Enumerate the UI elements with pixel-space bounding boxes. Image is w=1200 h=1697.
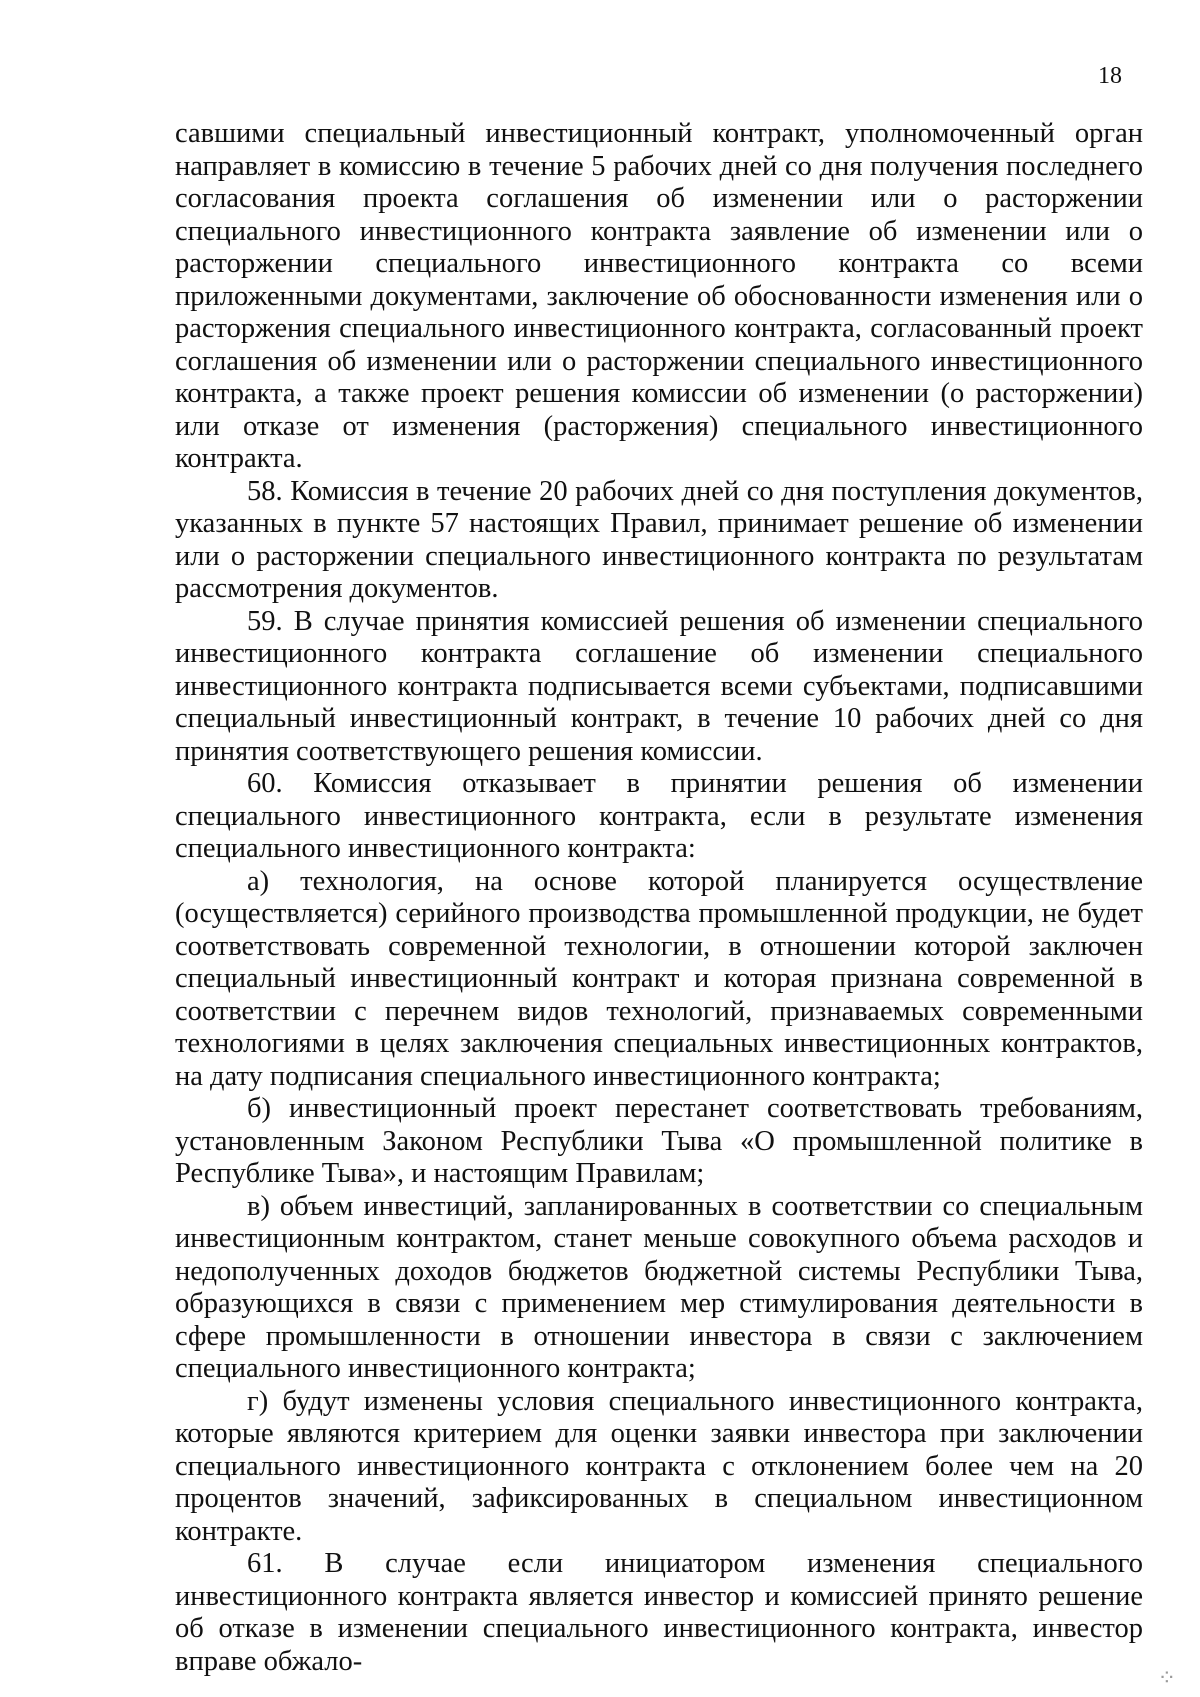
- paragraph-60-item-v: в) объем инвестиций, запланированных в соответствии со специальным инвестиционным контрактом, станет меньше совокупного объема расходов и недополученных доходов бюджетов бюджетной системы Республики Тыва, образующихся в связи с применением мер стимулирования деятельности в сфере промышленности в отношении инвестора в связи с заключением специального инвестиционного контракта;: [175, 1190, 1143, 1384]
- paragraph-59: 59. В случае принятия комиссией решения об изменении специального инвестиционного контракта соглашение об изменении специального инвестиционного контракта подписывается всеми субъектами, подписавшими специальный инвестиционный контракт, в течение 10 рабочих дней со дня принятия соответствующего решения комиссии.: [175, 605, 1143, 767]
- paragraph-60-item-b: б) инвестиционный проект перестанет соответствовать требованиям, установленным Законом Республики Тыва «О промышленной политике в Республике Тыва», и настоящим Правилам;: [175, 1093, 1143, 1189]
- paragraph-60-item-g: г) будут изменены условия специального инвестиционного контракта, которые являются критерием для оценки заявки инвестора при заключении специального инвестиционного контракта с отклонением более чем на 20 процентов значений, зафиксированных в специальном инвестиционном контракте.: [175, 1385, 1143, 1547]
- page-number: 18: [1098, 63, 1122, 89]
- document-body: [175, 118, 1143, 1678]
- paragraph-61: 61. В случае если инициатором изменения специального инвестиционного контракта является инвестор и комиссией принято решение об отказе в изменении специального инвестиционного контракта, инвестор вправе обжало-: [175, 1548, 1143, 1677]
- paragraph-60-item-a: а) технология, на основе которой планируется осуществление (осуществляется) серийного производства промышленной продукции, не будет соответствовать современной технологии, в отношении которой заключен специальный инвестиционный контракт и которая признана современной в соответствии с перечнем видов технологий, признаваемых современными технологиями в целях заключения специальных инвестиционных контрактов, на дату подписания специального инвестиционного контракта;: [175, 865, 1143, 1092]
- paragraph-58: 58. Комиссия в течение 20 рабочих дней со дня поступления документов, указанных в пункте 57 настоящих Правил, принимает решение об изменении или о расторжении специального инвестиционного контракта по результатам рассмотрения документов.: [175, 475, 1143, 604]
- paragraph-57-continuation: савшими специальный инвестиционный контракт, уполномоченный орган направляет в комиссию в течение 5 рабочих дней со дня получения последнего согласования проекта соглашения об изменении или о расторжении специального инвестиционного контракта заявление об изменении или о расторжении специального инвестиционного контракта со всеми приложенными документами, заключение об обоснованности изменения или о расторжения специального инвестиционного контракта, согласованный проект соглашения об изменении или о расторжении специального инвестиционного контракта, а также проект решения комиссии об изменении (о расторжении) или отказе от изменения (расторжения) специального инвестиционного контракта.: [175, 118, 1143, 474]
- paragraph-60: 60. Комиссия отказывает в принятии решения об изменении специального инвестиционного контракта, если в результате изменения специального инвестиционного контракта:: [175, 768, 1143, 864]
- scan-corner-mark: ⁘: [1157, 1665, 1176, 1690]
